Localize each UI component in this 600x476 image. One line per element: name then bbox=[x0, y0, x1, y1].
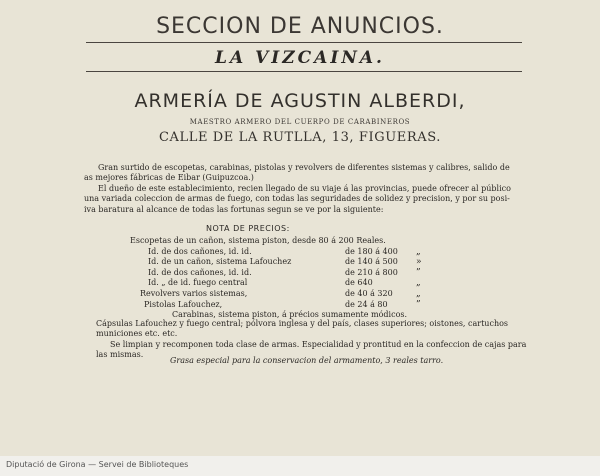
price-range: de 180 á 400 bbox=[345, 246, 398, 256]
price-row bbox=[130, 289, 450, 300]
price-range: de 210 á 800 bbox=[345, 267, 398, 277]
price-range: de 24 á 80 bbox=[345, 299, 388, 309]
intro-line: Gran surtido de escopetas, carabinas, pistolas y revolvers de diferentes sistemas y calibres, salido de bbox=[98, 163, 510, 172]
price-row bbox=[130, 278, 450, 289]
price-item: Id. de un cañon, sistema Lafouchez bbox=[148, 257, 292, 267]
intro-line: El dueño de este establecimiento, recien llegado de su viaje á las provincias, puede ofrecer al público bbox=[98, 183, 511, 193]
ditto-mark: » bbox=[416, 257, 422, 268]
price-item: Pistolas Lafouchez, bbox=[144, 299, 223, 309]
price-item: Carabinas, sistema piston, á précios sumamente módicos. bbox=[172, 310, 408, 320]
ditto-mark: ” bbox=[416, 299, 421, 310]
intro-paragraph bbox=[84, 163, 534, 215]
price-item: Id. de dos cañones, id. id. bbox=[148, 246, 252, 256]
closing-line: Cápsulas Lafouchez y fuego central; pólvora inglesa y del país, clases superiores; oistones, cartuchos bbox=[96, 319, 509, 328]
header-rule-bottom bbox=[86, 71, 522, 72]
closing-line: las mismas. bbox=[96, 350, 144, 360]
ditto-mark: „ bbox=[416, 288, 421, 299]
footer-note: Grasa especial para la conservacion del armamento, 3 reales tarro. bbox=[170, 356, 444, 365]
price-list-heading: NOTA DE PRECIOS: bbox=[206, 224, 290, 233]
closing-paragraph bbox=[96, 319, 536, 361]
price-row bbox=[130, 247, 450, 258]
price-row bbox=[130, 236, 450, 247]
price-range: de 40 á 320 bbox=[345, 288, 393, 298]
price-range: de 140 á 500 bbox=[345, 257, 398, 267]
closing-line: municiones etc. etc. bbox=[96, 329, 178, 339]
closing-line: Se limpian y recomponen toda clase de armas. Especialidad y prontitud en la confeccion de cajas para bbox=[110, 339, 527, 349]
price-list bbox=[130, 236, 450, 321]
ditto-mark: „ bbox=[416, 278, 421, 289]
price-row bbox=[130, 257, 450, 268]
price-row bbox=[130, 268, 450, 279]
ditto-mark: „ bbox=[416, 246, 421, 257]
intro-line: iva baratura al alcance de todas las fortunas segun se ve por la siguiente: bbox=[84, 204, 384, 214]
header-rule-top bbox=[86, 42, 522, 43]
price-item: Escopetas de un cañon, sistema piston, desde 80 á 200 Reales. bbox=[130, 236, 386, 245]
price-range: de 640 bbox=[345, 278, 373, 288]
library-credit: Diputació de Girona — Servei de Biblioteques bbox=[6, 460, 189, 469]
price-row bbox=[130, 300, 450, 311]
price-item: Id. de dos cañones, id. id. bbox=[148, 267, 252, 277]
section-header: SECCION DE ANUNCIOS. bbox=[156, 14, 444, 39]
business-address: CALLE DE LA RUTLLA, 13, FIGUERAS. bbox=[158, 130, 442, 145]
price-item: Id. „ de id. fuego central bbox=[148, 278, 248, 288]
ditto-mark: ” bbox=[416, 267, 421, 278]
price-item: Revolvers varios sistemas, bbox=[140, 288, 248, 298]
business-subtitle: MAESTRO ARMERO DEL CUERPO DE CARABINEROS bbox=[189, 118, 411, 126]
brand-title: LA VIZCAINA. bbox=[215, 48, 385, 68]
intro-line: as mejores fábricas de Eibar (Guipuzcoa.) bbox=[84, 173, 254, 183]
intro-line: una variada coleccion de armas de fuego, con todas las seguridades de solidez y precision, y por su posi- bbox=[84, 194, 510, 204]
business-name: ARMERÍA DE AGUSTIN ALBERDI, bbox=[134, 90, 466, 112]
